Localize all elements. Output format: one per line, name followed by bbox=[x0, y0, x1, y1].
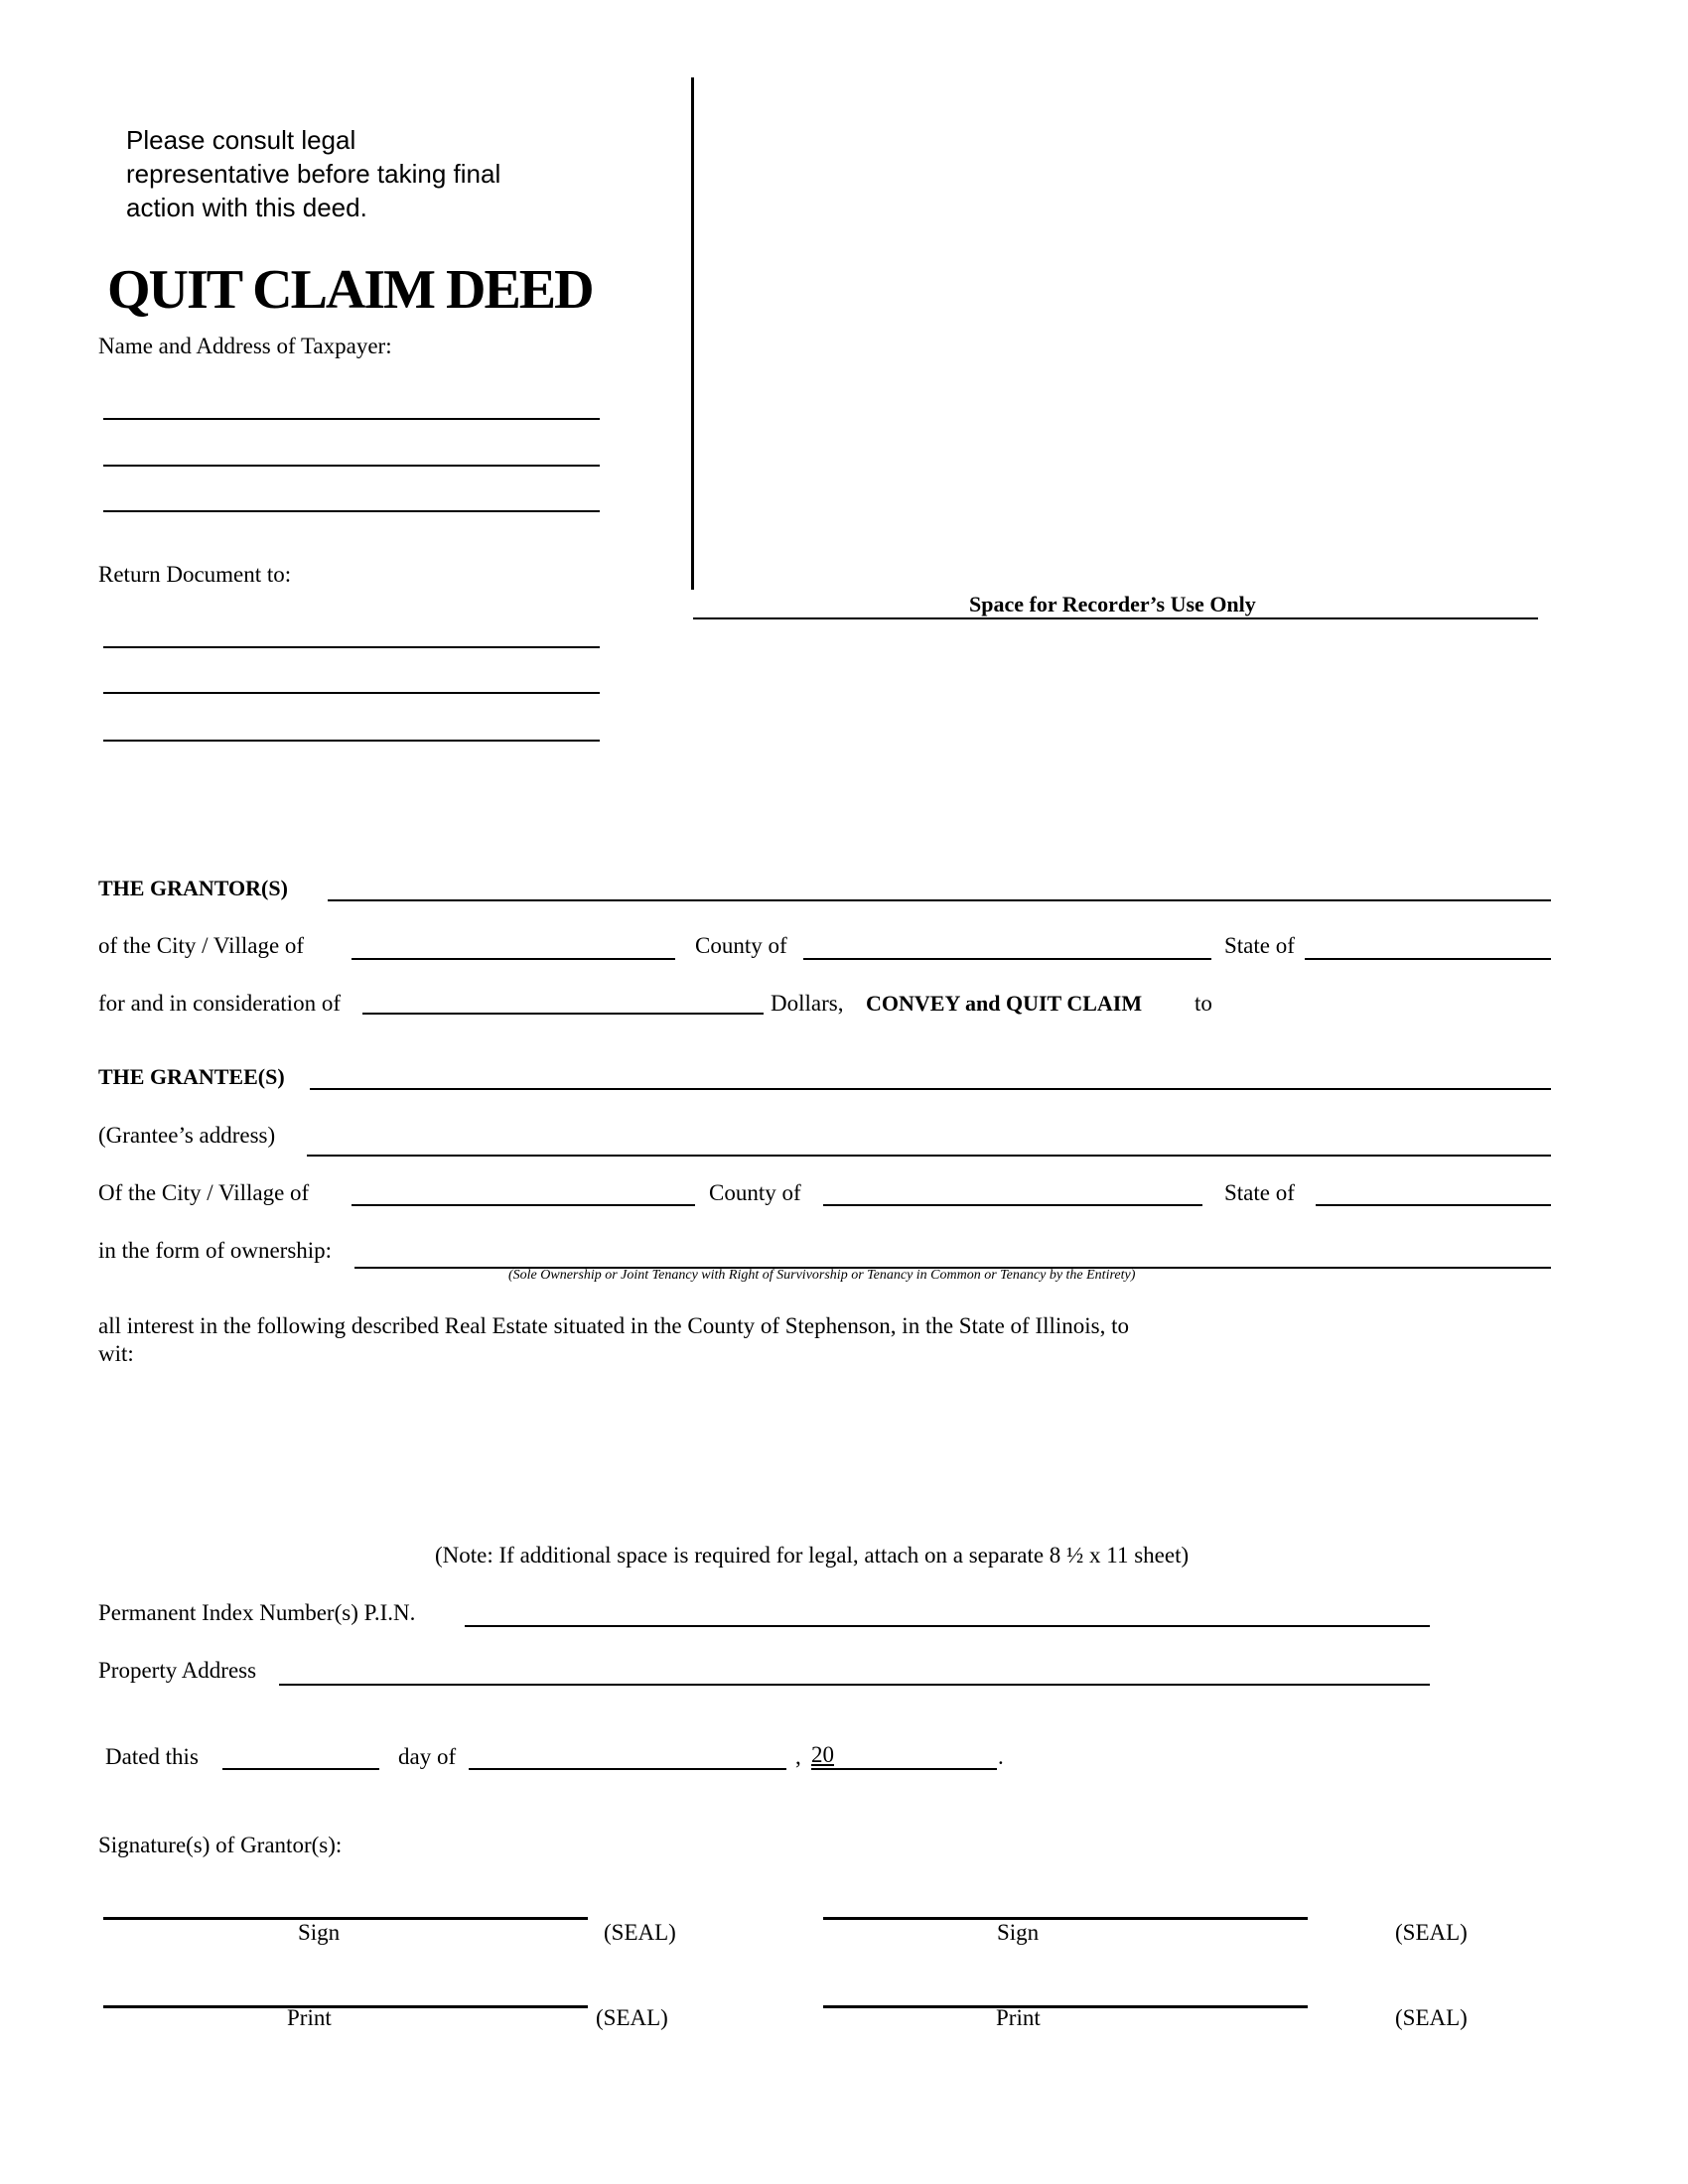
grantor-city-label: of the City / Village of bbox=[98, 933, 305, 958]
dated-year-line[interactable] bbox=[811, 1768, 997, 1770]
to-label: to bbox=[1195, 991, 1212, 1016]
grantee-city-label: Of the City / Village of bbox=[98, 1180, 310, 1205]
grantee-state-label: State of bbox=[1224, 1180, 1295, 1205]
legal-note: (Note: If additional space is required for legal, attach on a separate 8 ½ x 11 sheet) bbox=[435, 1543, 1190, 1568]
return-line-2[interactable] bbox=[103, 692, 600, 694]
legal-notice-line-1: Please consult legal bbox=[126, 125, 356, 155]
grantor-2-print-label: Print bbox=[996, 2005, 1041, 2030]
return-line-3[interactable] bbox=[103, 740, 600, 742]
legal-notice-line-2: representative before taking final bbox=[126, 159, 501, 189]
year-prefix: 20 bbox=[811, 1742, 834, 1767]
grantor-2-print-line[interactable] bbox=[823, 2005, 1308, 2008]
grantor-2-print-seal: (SEAL) bbox=[1395, 2005, 1468, 2030]
consideration-amount-line[interactable] bbox=[362, 1013, 764, 1015]
grantee-address-label: (Grantee’s address) bbox=[98, 1123, 276, 1148]
grantee-address-line[interactable] bbox=[307, 1155, 1551, 1157]
pin-line[interactable] bbox=[465, 1625, 1430, 1627]
legal-notice-line-3: action with this deed. bbox=[126, 193, 367, 222]
return-label: Return Document to: bbox=[98, 562, 292, 587]
grantor-state-label: State of bbox=[1224, 933, 1295, 958]
recorder-label: Space for Recorder’s Use Only bbox=[969, 592, 1256, 616]
grantor-state-line[interactable] bbox=[1305, 958, 1551, 960]
ownership-label: in the form of ownership: bbox=[98, 1238, 333, 1263]
pin-label: Permanent Index Number(s) P.I.N. bbox=[98, 1600, 416, 1625]
real-estate-line-1: all interest in the following described Real Estate situated in the County of Stephenson, in the State of Illinois, to bbox=[98, 1313, 1129, 1338]
recorder-box-bottom bbox=[693, 617, 1538, 619]
taxpayer-line-3[interactable] bbox=[103, 510, 600, 512]
grantor-2-sign-seal: (SEAL) bbox=[1395, 1920, 1468, 1945]
dollars-label: Dollars, bbox=[771, 991, 844, 1016]
grantor-2-sign-line[interactable] bbox=[823, 1917, 1308, 1920]
grantor-1-print-line[interactable] bbox=[103, 2005, 588, 2008]
consideration-label: for and in consideration of bbox=[98, 991, 341, 1016]
taxpayer-line-1[interactable] bbox=[103, 418, 600, 420]
grantor-1-print-label: Print bbox=[287, 2005, 332, 2030]
grantee-state-line[interactable] bbox=[1316, 1204, 1551, 1206]
grantor-county-label: County of bbox=[695, 933, 787, 958]
dated-month-line[interactable] bbox=[469, 1768, 786, 1770]
grantor-city-line[interactable] bbox=[352, 958, 675, 960]
grantee-county-label: County of bbox=[709, 1180, 801, 1205]
dated-label: Dated this bbox=[105, 1744, 199, 1769]
grantor-2-sign-label: Sign bbox=[997, 1920, 1040, 1945]
signatures-label: Signature(s) of Grantor(s): bbox=[98, 1833, 343, 1857]
grantor-1-sign-seal: (SEAL) bbox=[604, 1920, 676, 1945]
grantee-county-line[interactable] bbox=[823, 1204, 1202, 1206]
grantor-1-sign-label: Sign bbox=[298, 1920, 341, 1945]
grantor-label: THE GRANTOR(S) bbox=[98, 876, 288, 900]
property-address-line[interactable] bbox=[279, 1684, 1430, 1686]
dated-day-line[interactable] bbox=[222, 1768, 379, 1770]
dated-period: . bbox=[998, 1744, 1004, 1769]
property-address-label: Property Address bbox=[98, 1658, 257, 1683]
day-of-label: day of bbox=[398, 1744, 457, 1769]
grantee-city-line[interactable] bbox=[352, 1204, 695, 1206]
real-estate-line-2: wit: bbox=[98, 1341, 134, 1366]
grantor-county-line[interactable] bbox=[803, 958, 1211, 960]
document-title: QUIT CLAIM DEED bbox=[107, 259, 593, 321]
convey-label: CONVEY and QUIT CLAIM bbox=[866, 991, 1143, 1016]
grantor-name-line[interactable] bbox=[328, 899, 1551, 901]
return-line-1[interactable] bbox=[103, 646, 600, 648]
dated-comma: , bbox=[795, 1744, 801, 1769]
grantee-name-line[interactable] bbox=[310, 1088, 1551, 1090]
grantor-1-sign-line[interactable] bbox=[103, 1917, 588, 1920]
legal-notice bbox=[126, 123, 500, 224]
grantee-label: THE GRANTEE(S) bbox=[98, 1064, 285, 1089]
grantor-1-print-seal: (SEAL) bbox=[596, 2005, 668, 2030]
taxpayer-line-2[interactable] bbox=[103, 465, 600, 467]
ownership-hint: (Sole Ownership or Joint Tenancy with Right of Survivorship or Tenancy in Common or Tenancy by the Entirety) bbox=[508, 1268, 1136, 1283]
taxpayer-label: Name and Address of Taxpayer: bbox=[98, 334, 392, 358]
recorder-box-divider bbox=[691, 77, 694, 590]
